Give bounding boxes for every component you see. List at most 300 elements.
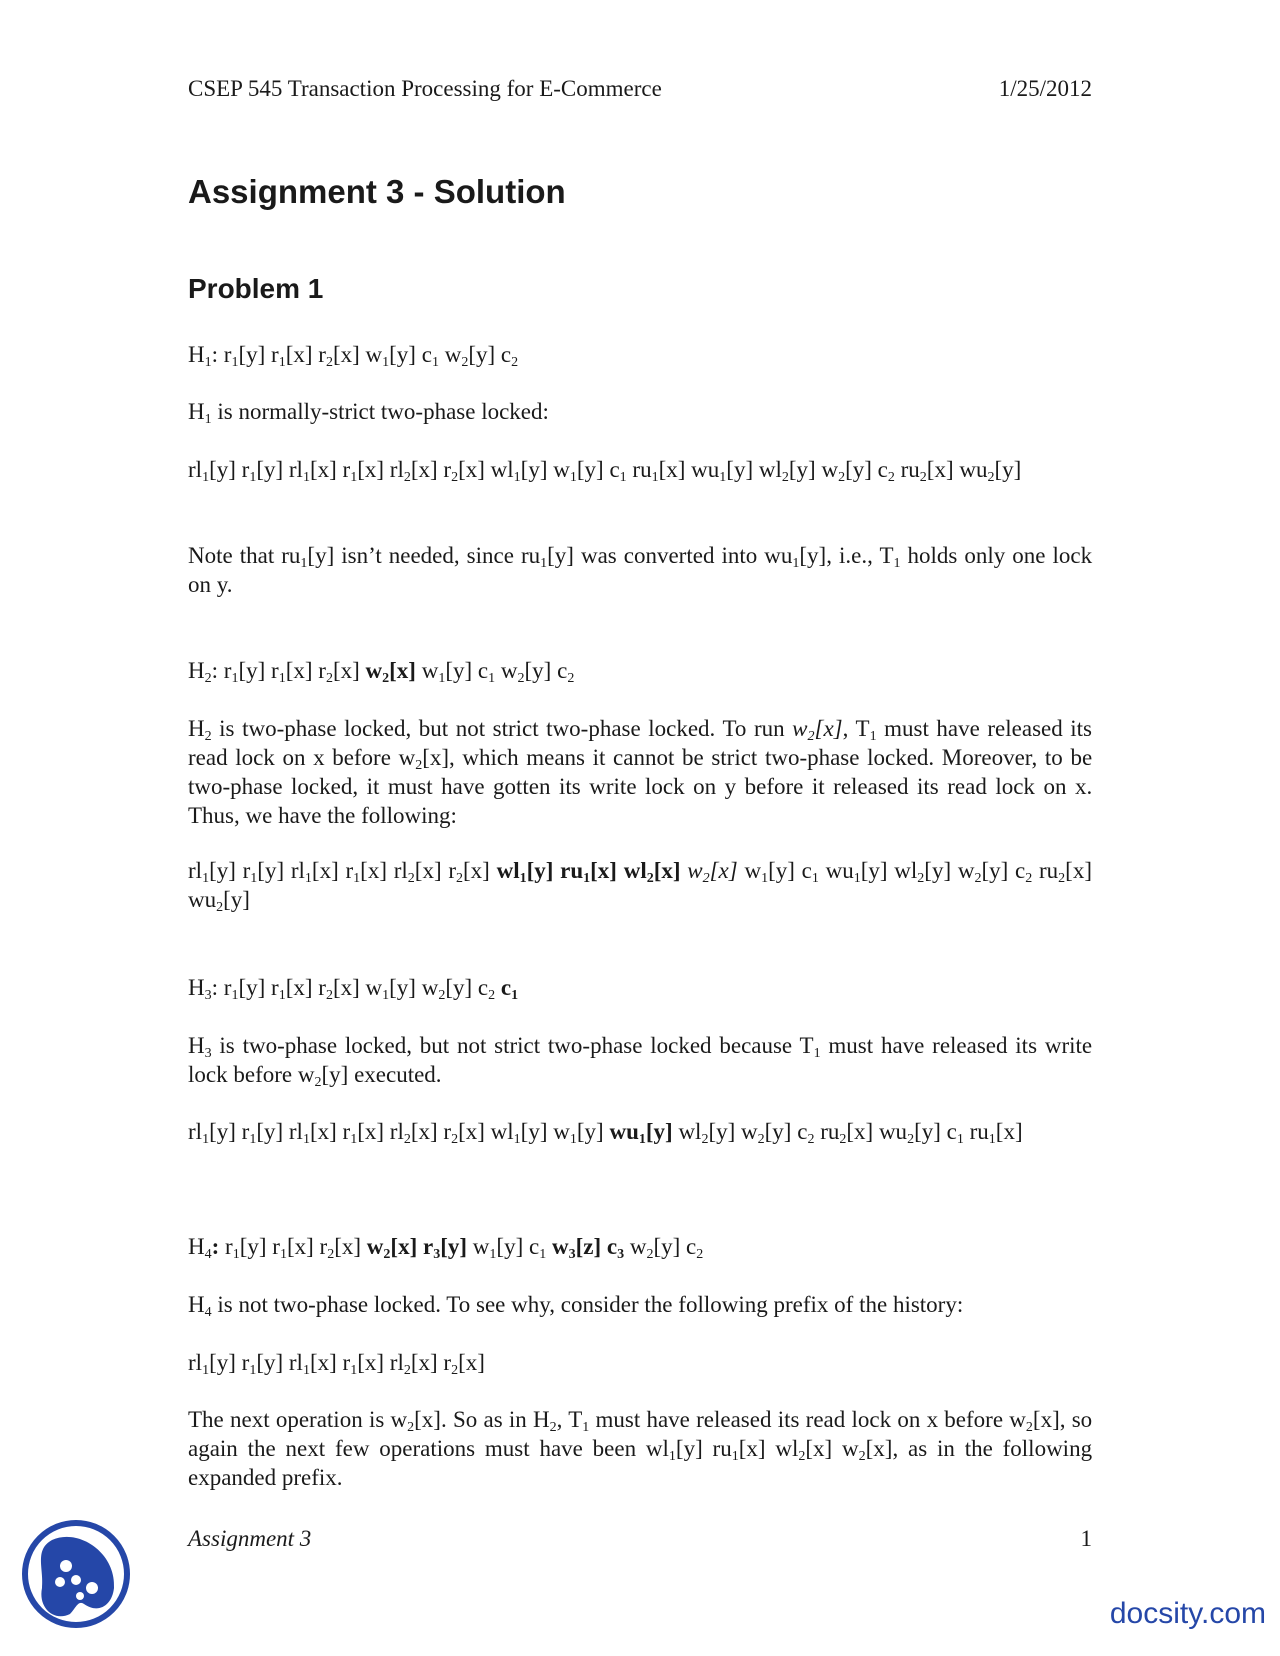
subscript: 1 [249, 470, 257, 485]
text-run: lock [235, 745, 275, 770]
text-run: [y] [645, 1119, 673, 1144]
text-run: [y] [209, 457, 236, 482]
text-run: means [526, 745, 585, 770]
text-run: c [477, 975, 489, 1000]
text-run: [x] [357, 457, 385, 482]
text-run: wu [764, 543, 793, 568]
text-run: was [580, 543, 617, 568]
subscript: 2 [517, 671, 525, 686]
text-run: operation [275, 1407, 363, 1432]
text-run: [x] [410, 1119, 438, 1144]
page-footer [188, 1524, 1092, 1554]
text-run: that [239, 543, 275, 568]
text-run: [y] [524, 658, 552, 683]
text-run: so [1071, 1407, 1093, 1432]
subscript: 1 [382, 355, 390, 370]
text-run: [y] [726, 457, 754, 482]
text-run: [y] [209, 858, 236, 883]
text-run: before [744, 774, 804, 799]
subscript: 3 [617, 1247, 625, 1262]
text-run: r [319, 1234, 328, 1259]
subscript: 1 [719, 470, 727, 485]
text-run: locked, [291, 774, 359, 799]
text-run: must [828, 1033, 874, 1058]
text-run: write [1044, 1033, 1093, 1058]
text-run: must [387, 774, 433, 799]
subscript: 1 [278, 355, 286, 370]
text-run: : [211, 975, 219, 1000]
text-run: rl [288, 1350, 303, 1375]
subscript: 2 [403, 470, 411, 485]
text-run: normally-strict [238, 399, 376, 424]
text-run: [x] [1065, 858, 1092, 883]
brand-watermark[interactable]: docsity.com [1109, 1597, 1266, 1630]
text-run: [x], [865, 1436, 899, 1461]
text-run: [y] [520, 457, 548, 482]
subscript: 1 [792, 556, 800, 571]
text-run: operations [379, 1436, 476, 1461]
text-run: r [318, 658, 326, 683]
text-run: [x] [285, 342, 313, 367]
text-run: [x] [332, 342, 360, 367]
text-run: w [421, 658, 439, 683]
subscript: 1 [438, 671, 446, 686]
text-run: H [533, 1407, 550, 1432]
text-run: [y] [440, 1234, 468, 1259]
subscript: 2 [567, 671, 575, 686]
text-run: rl [290, 858, 305, 883]
text-run: w [365, 658, 383, 683]
subscript: 1 [582, 1420, 590, 1435]
subscript: 1 [231, 671, 239, 686]
text-run: c [477, 658, 489, 683]
text-run: [y] [520, 1119, 548, 1144]
text-run: The [188, 1407, 224, 1432]
text-run: [y] [239, 1234, 267, 1259]
text-run: [y] [675, 1436, 703, 1461]
text-run: [y] [238, 658, 266, 683]
text-run: [x] [357, 1350, 385, 1375]
text-run: [y] [256, 457, 284, 482]
text-run: w [500, 658, 518, 683]
text-run: but [418, 716, 449, 741]
subscript: 2 [407, 1420, 415, 1435]
section-heading: Problem 1 [188, 273, 324, 304]
subscript: 2 [382, 671, 390, 686]
subscript: 1 [761, 871, 769, 886]
text-run: r [443, 1350, 452, 1375]
text-run: locked. [373, 1292, 441, 1317]
text-run: [y] [209, 1350, 236, 1375]
paragraph [188, 340, 1092, 369]
text-run: locked, [344, 1033, 412, 1058]
text-run: r [318, 342, 326, 367]
text-run: be [1070, 745, 1093, 770]
subscript: 1 [231, 988, 239, 1003]
subscript: 1 [350, 470, 358, 485]
subscript: 2 [919, 470, 927, 485]
text-run: [x] [805, 1436, 833, 1461]
text-run: c [946, 1119, 957, 1144]
subscript: 2 [807, 729, 815, 744]
text-run: [x] [414, 858, 442, 883]
text-run: T [855, 716, 870, 741]
text-run: [y] [445, 658, 473, 683]
text-run: c [500, 975, 512, 1000]
text-run: [y] [389, 975, 416, 1000]
text-run: [x] [285, 975, 313, 1000]
text-run: w [365, 975, 383, 1000]
text-run: write [589, 774, 637, 799]
text-run: two-phase [546, 716, 641, 741]
subscript: 1 [204, 355, 212, 370]
text-run: ru [281, 543, 301, 568]
text-run: [y] [576, 457, 604, 482]
subscript: 1 [513, 470, 521, 485]
text-run: why, [511, 1292, 555, 1317]
subscript: 2 [327, 1247, 335, 1262]
paragraph [188, 856, 1092, 914]
text-run: H [188, 658, 205, 683]
text-run: r [271, 342, 279, 367]
text-run: T [799, 1033, 814, 1058]
text-run: before [944, 1407, 1004, 1432]
text-run: ru [900, 457, 920, 482]
text-run: lock [995, 774, 1035, 799]
header-date: 1/25/2012 [998, 76, 1092, 101]
text-run: since [466, 543, 514, 568]
text-run: not [455, 716, 486, 741]
text-run: [y] [845, 457, 872, 482]
text-run: [x] [332, 975, 360, 1000]
text-run: w [472, 1234, 490, 1259]
text-run: c [606, 1234, 618, 1259]
text-run: w [297, 1062, 315, 1087]
text-run: r [223, 342, 232, 367]
subscript: 2 [646, 1247, 654, 1262]
text-run: [x] [360, 858, 387, 883]
text-run: is [219, 1033, 235, 1058]
text-run: cannot [613, 745, 675, 770]
text-run: [y] [468, 342, 496, 367]
text-run: [x]. [414, 1407, 447, 1432]
text-run: wl [678, 1119, 702, 1144]
text-run: w [957, 858, 975, 883]
text-run: : [211, 658, 219, 683]
text-run: have [880, 1033, 925, 1058]
text-run: [x] [309, 1350, 337, 1375]
subscript: 2 [451, 1363, 459, 1378]
subscript: 1 [302, 1363, 310, 1378]
page-header [188, 74, 1092, 104]
subscript: 1 [569, 470, 577, 485]
text-run: the [964, 1436, 993, 1461]
text-run: [y] [768, 858, 795, 883]
subscript: 1 [350, 1132, 358, 1147]
text-run: read [805, 1407, 846, 1432]
text-run: wl [645, 1436, 669, 1461]
text-run: [y] [496, 1234, 524, 1259]
text-run: ru [632, 457, 652, 482]
subscript: 1 [204, 412, 212, 427]
subscript: 1 [231, 355, 239, 370]
text-run: [x] [309, 457, 337, 482]
text-run: is [368, 1407, 385, 1432]
footer-label: Assignment 3 [188, 1526, 312, 1551]
text-run: rl [188, 457, 203, 482]
text-run: on [1043, 774, 1067, 799]
text-run: ru [969, 1119, 989, 1144]
text-run: must [595, 1407, 641, 1432]
subscript: 1 [893, 556, 901, 571]
paragraph [188, 1348, 1092, 1377]
text-run: c [877, 457, 888, 482]
text-run: [x] [285, 658, 313, 683]
subscript: 2 [757, 1132, 765, 1147]
subscript: 2 [403, 1363, 411, 1378]
subscript: 1 [279, 1247, 287, 1262]
text-run: [y] [860, 858, 888, 883]
text-run: next [230, 1407, 270, 1432]
text-run: [y] [238, 975, 266, 1000]
subscript: 2 [858, 1449, 866, 1464]
text-run: r [241, 1350, 250, 1375]
text-run: r [342, 457, 351, 482]
text-run: y [724, 774, 737, 799]
text-run: two-phase [380, 399, 476, 424]
text-run: T [568, 1407, 583, 1432]
text-run: [y] [981, 858, 1009, 883]
text-run: we [245, 803, 273, 828]
subscript: 2 [451, 1132, 459, 1147]
text-run: few [334, 1436, 370, 1461]
text-run: next [285, 1436, 326, 1461]
subscript: 3 [204, 1046, 212, 1061]
text-run: [x] [458, 1350, 485, 1375]
text-run: strict [711, 745, 758, 770]
subscript: 1 [249, 1132, 257, 1147]
subscript: 1 [249, 1363, 257, 1378]
text-run: c [609, 457, 620, 482]
subscript: 1 [431, 355, 439, 370]
text-run: [y] [209, 1119, 236, 1144]
text-run: two-phase [242, 1033, 338, 1058]
text-run: in [937, 1436, 955, 1461]
text-run: w [444, 342, 462, 367]
subscript: 4 [204, 1247, 212, 1262]
text-run: r [345, 858, 354, 883]
subscript: 1 [513, 1132, 521, 1147]
paragraph [188, 455, 1092, 484]
text-run: as [483, 1407, 503, 1432]
text-run: the [247, 1436, 276, 1461]
text-run: [x] [458, 1119, 485, 1144]
text-run: locked: [481, 399, 549, 424]
paragraph [188, 1117, 1092, 1146]
text-run: w [365, 342, 383, 367]
text-run: as [908, 1436, 928, 1461]
paragraph [188, 541, 1092, 599]
subscript: 1 [569, 1132, 577, 1147]
text-run: Note [188, 543, 233, 568]
text-run: consider [560, 1292, 639, 1317]
text-run: following: [361, 803, 457, 828]
subscript: 2 [204, 671, 212, 686]
text-run: [x] [658, 457, 686, 482]
subscript: 2 [488, 988, 496, 1003]
subscript: 2 [974, 871, 982, 886]
text-run: [y] [547, 543, 574, 568]
text-run: rl [389, 457, 404, 482]
subscript: 1 [353, 871, 361, 886]
text-run: c [801, 858, 812, 883]
paragraph [188, 1031, 1092, 1089]
text-run: wl [775, 1436, 799, 1461]
text-run: ru [820, 1119, 840, 1144]
text-run: rl [389, 1119, 404, 1144]
text-run: read [947, 774, 987, 799]
subscript: 2 [917, 871, 925, 886]
text-run: Thus, [188, 803, 240, 828]
text-run: prefix [773, 1292, 829, 1317]
paragraph [188, 656, 1092, 685]
paragraph [188, 397, 1092, 426]
text-run: one [1012, 543, 1046, 568]
text-run: following [1002, 1436, 1093, 1461]
text-run: r [443, 457, 452, 482]
subscript: 2 [314, 1075, 322, 1090]
text-run: w [553, 457, 570, 482]
docsity-logo-icon[interactable] [20, 1518, 132, 1630]
text-run: wl [490, 457, 514, 482]
text-run: [x], [1032, 1407, 1066, 1432]
text-run: [x] [311, 858, 339, 883]
subscript: 1 [302, 1132, 310, 1147]
text-run: c [421, 342, 432, 367]
text-run: wl [490, 1119, 514, 1144]
text-run: in [508, 1407, 527, 1432]
subscript: 1 [382, 988, 390, 1003]
text-run: H [188, 1234, 205, 1259]
text-run: history: [892, 1292, 964, 1317]
text-run: which [462, 745, 519, 770]
text-run: [y] [764, 1119, 792, 1144]
text-run: locked. [648, 716, 716, 741]
subscript: 2 [403, 1132, 411, 1147]
text-run: H [188, 342, 205, 367]
text-run: ru [520, 543, 541, 568]
text-run: again [188, 1436, 238, 1461]
text-run: [x] [814, 716, 843, 741]
text-run: [x] [926, 457, 954, 482]
text-run: w [744, 858, 762, 883]
text-run: wu [878, 1119, 908, 1144]
text-run: lock [645, 774, 685, 799]
text-run: : [211, 342, 219, 367]
text-run: have [936, 716, 980, 741]
text-run: rl [188, 1350, 203, 1375]
text-run: Moreover, [941, 745, 1038, 770]
text-run: rl [288, 1119, 303, 1144]
subscript: 1 [202, 1363, 210, 1378]
text-run: have [441, 774, 485, 799]
text-run: r [223, 658, 232, 683]
text-run: c [797, 1119, 808, 1144]
text-run: x. [1074, 774, 1093, 799]
text-run: rl [188, 858, 203, 883]
subscript: 1 [519, 871, 527, 886]
subscript: 1 [731, 1449, 739, 1464]
text-run: , [556, 1407, 563, 1432]
subscript: 2 [438, 988, 446, 1003]
text-run: ru [1039, 858, 1059, 883]
text-run: wl [894, 858, 918, 883]
text-run: on [188, 572, 211, 597]
text-run: r [342, 1350, 351, 1375]
text-run: wu [188, 887, 217, 912]
text-run: r [448, 858, 457, 883]
text-run: w [629, 1234, 647, 1259]
text-run: y. [216, 572, 233, 597]
text-run: c [500, 342, 512, 367]
text-run: needed, [388, 543, 460, 568]
text-run: [y], [799, 543, 832, 568]
text-run: [x] [709, 858, 738, 883]
subscript: 3 [204, 988, 212, 1003]
subscript: 1 [202, 1132, 210, 1147]
text-run: w [842, 1436, 859, 1461]
subscript: 1 [638, 1132, 646, 1147]
text-run: two-phase [547, 1033, 643, 1058]
text-run: [x] [653, 858, 681, 883]
text-run: w [741, 1119, 758, 1144]
text-run: w [1009, 1407, 1026, 1432]
text-run: r [241, 457, 250, 482]
subscript: 1 [583, 871, 591, 886]
text-run: strict [494, 1033, 541, 1058]
subscript: 2 [907, 1132, 915, 1147]
subscript: 2 [1025, 1420, 1033, 1435]
text-run: executed. [354, 1062, 442, 1087]
text-run: [x] [286, 1234, 314, 1259]
text-run: r [223, 975, 232, 1000]
text-run: released [932, 1033, 1008, 1058]
subscript: 1 [300, 556, 308, 571]
text-run: w [792, 716, 808, 741]
text-run: following [678, 1292, 768, 1317]
subscript: 1 [988, 1132, 996, 1147]
text-run: r [272, 1234, 280, 1259]
subscript: 1 [668, 1449, 676, 1464]
text-run: r [342, 1119, 351, 1144]
text-run: [x] [738, 1436, 766, 1461]
subscript: 2 [702, 871, 710, 886]
text-run: it [811, 774, 825, 799]
text-run: [y] [256, 1350, 284, 1375]
text-run: r [242, 858, 251, 883]
text-run: w [390, 1407, 408, 1432]
subscript: 1 [202, 470, 210, 485]
subscript: 2 [887, 470, 895, 485]
text-run: be [681, 745, 704, 770]
subscript: 1 [232, 1247, 240, 1262]
text-run: wu [825, 858, 854, 883]
text-run: H [188, 1292, 205, 1317]
text-run: wu [691, 457, 720, 482]
text-run: [y] [238, 342, 266, 367]
subscript: 1 [813, 1046, 821, 1061]
subscript: 1 [202, 871, 210, 886]
